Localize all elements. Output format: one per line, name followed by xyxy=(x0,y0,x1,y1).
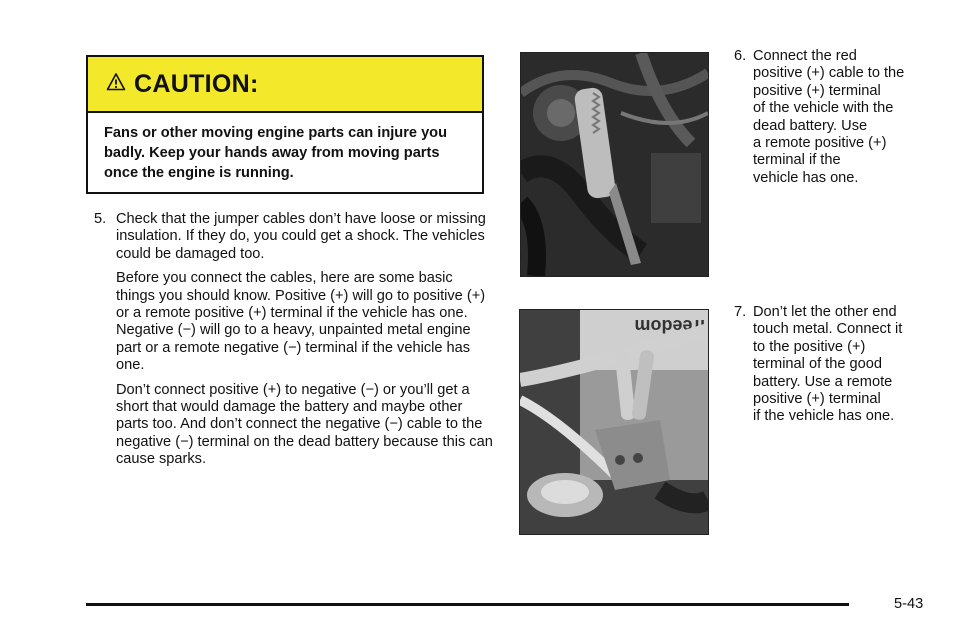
battery-brand-label: freedom xyxy=(634,316,706,336)
caution-box xyxy=(86,55,484,194)
caution-text: Fans or other moving engine parts can injure you badly. Keep your hands away from moving parts once the engine is running. xyxy=(104,125,448,181)
step-line: positive (+) terminal xyxy=(753,82,881,99)
engine-jumper-cable-photo xyxy=(520,52,709,277)
step-line: positive (+) cable to the xyxy=(753,65,905,82)
step-number: 5. xyxy=(94,211,107,227)
step-line: terminal if the xyxy=(753,152,841,169)
warning-triangle-icon xyxy=(106,72,126,97)
step-6 xyxy=(734,48,939,187)
step-number: 7. xyxy=(734,304,747,320)
left-column xyxy=(94,211,494,476)
page-number: 5-43 xyxy=(894,596,924,612)
caution-header xyxy=(88,57,482,113)
step-line: of the vehicle with the xyxy=(753,100,894,117)
step-line: Connect the red xyxy=(753,48,857,64)
paragraph-basics: Before you connect the cables, here are some basic things you should know. Positive (+) will go to positive (+) or a remote positive (+) terminal if the vehicle has one. Negative (−) will go to a heavy, unpainted metal engine part or a remote negative (−) terminal if the vehicle has one. xyxy=(116,270,486,374)
step-line: Don’t let the other end xyxy=(753,304,897,320)
step-line: battery. Use a remote xyxy=(753,373,893,390)
step-text xyxy=(753,304,939,426)
step-number: 6. xyxy=(734,48,747,64)
step-line: dead battery. Use xyxy=(753,117,868,134)
step-5 xyxy=(94,211,494,263)
step-7 xyxy=(734,304,939,426)
step-text: Check that the jumper cables don’t have loose or missing insulation. If they do, you could get a shock. The vehicles could be damaged too. xyxy=(116,211,486,262)
caution-title: CAUTION: xyxy=(134,69,259,98)
step-line: terminal of the good xyxy=(753,356,882,373)
step-line: if the vehicle has one. xyxy=(753,408,895,425)
battery-clamp-photo xyxy=(519,309,709,535)
paragraph-warning: Don’t connect positive (+) to negative (−) or you’ll get a short that would damage the battery and maybe other parts too. And don’t connect the negative (−) cable to the negative (−) terminal on the dead battery because this can cause sparks. xyxy=(116,381,493,468)
step-line: to the positive (+) xyxy=(753,338,866,355)
step-line: touch metal. Connect it xyxy=(753,321,903,338)
step-line: vehicle has one. xyxy=(753,169,859,186)
step-line: positive (+) terminal xyxy=(753,391,881,408)
step-line: a remote positive (+) xyxy=(753,135,887,152)
footer-rule xyxy=(86,603,849,606)
step-text xyxy=(753,48,939,187)
